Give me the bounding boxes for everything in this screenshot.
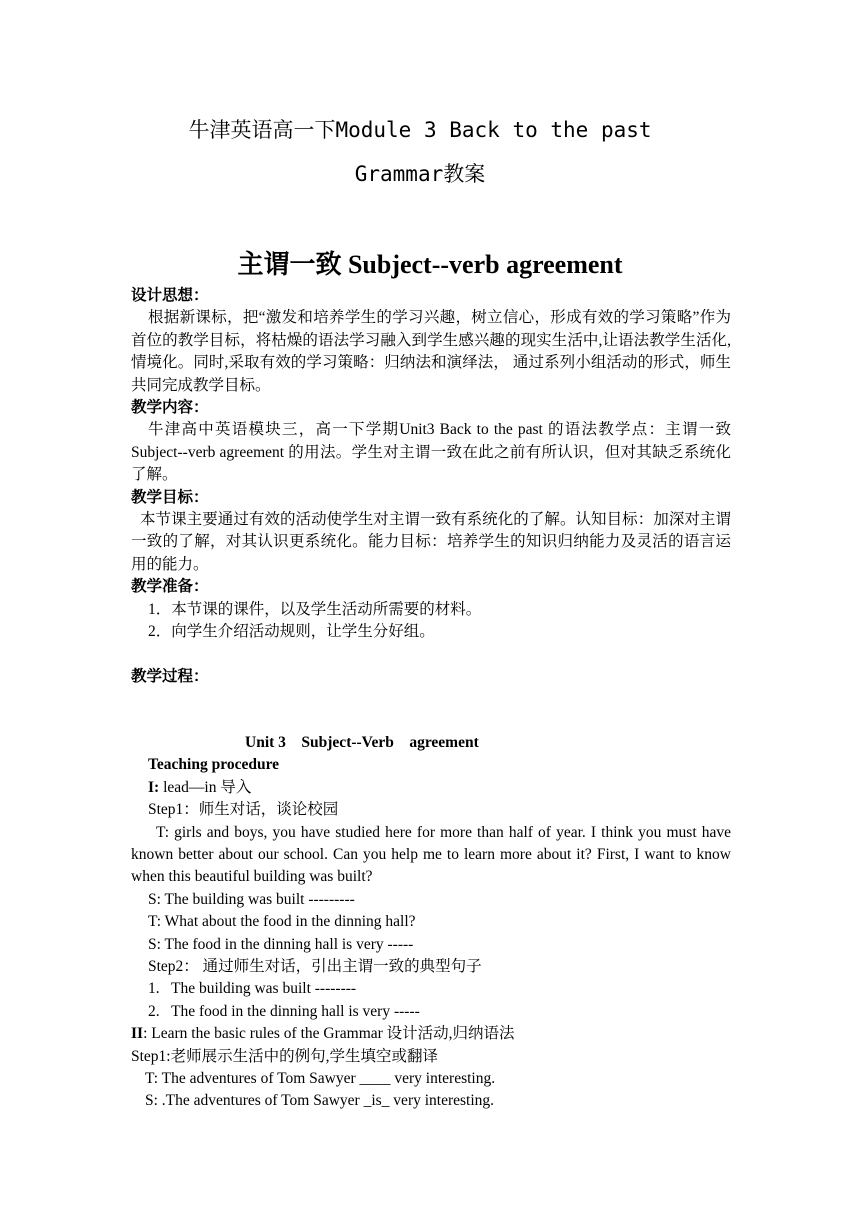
dialogue-line-2: T: What about the food in the dinning hall? <box>148 913 416 931</box>
dialogue-line-3: S: The food in the dinning hall is very ----- <box>148 935 414 953</box>
design-text: 根据新课标，把“激发和培养学生的学习兴趣，树立信心，形成有效的学习策略”作为首位的教学目标，将枯燥的语法学习融入到学生感兴趣的现实生活中,让语法教学生活化,情境化。同时,采取有效的学习策略：归纳法和演绎法， 通过系列小组活动的形式，师生共同完成教学目标。 <box>131 309 731 394</box>
spacer <box>131 644 731 666</box>
example-1: 1. The building was built -------- <box>148 980 357 998</box>
part2-line <box>131 1023 731 1045</box>
spacer <box>131 688 731 732</box>
step1-line: Step1：师生对话，谈论校园 <box>148 801 339 819</box>
procedure-heading: Teaching procedure <box>148 756 280 774</box>
prep-item-2: 2．向学生介绍活动规则，让学生分好组。 <box>148 623 435 641</box>
main-title: 主谓一致 Subject--verb agreement <box>237 250 623 279</box>
document-title-line2: Grammar教案 <box>354 162 486 186</box>
dialogue-line-1: S: The building was built --------- <box>148 890 355 908</box>
document-body <box>131 285 731 1113</box>
process-heading: 教学过程： <box>131 667 209 685</box>
example-2: 2. The food in the dinning hall is very ----- <box>148 1002 420 1020</box>
final-line-2: S: .The adventures of Tom Sawyer _is_ very interesting. <box>145 1092 495 1110</box>
document-title-line1: 牛津英语高一下Module 3 Back to the past <box>188 118 652 142</box>
prep-list <box>131 599 731 644</box>
goals-heading: 教学目标： <box>131 488 209 506</box>
step2-line: Step2： 通过师生对话，引出主谓一致的典型句子 <box>148 957 482 975</box>
step1b-line: Step1:老师展示生活中的例句,学生填空或翻译 <box>131 1047 438 1065</box>
content-heading: 教学内容： <box>131 399 209 417</box>
part2-label: II <box>131 1025 144 1043</box>
teacher-intro: T: girls and boys, you have studied here for more than half of year. I think you must have known better about our school. Can you help me to learn more about it? First, I want to know when this beautiful building was built? <box>131 823 731 886</box>
goals-text: 本节课主要通过有效的活动使学生对主谓一致有系统化的了解。认知目标：加深对主谓一致的了解，对其认识更系统化。能力目标：培养学生的知识归纳能力及灵活的语言运用的能力。 <box>131 511 731 573</box>
prep-item-1: 1．本节课的课件，以及学生活动所需要的材料。 <box>148 600 482 618</box>
unit-title: Unit 3 Subject--Verb agreement <box>245 733 479 751</box>
prep-heading: 教学准备： <box>131 578 209 596</box>
final-line-1: T: The adventures of Tom Sawyer ____ very interesting. <box>145 1070 496 1087</box>
content-text: 牛津高中英语模块三，高一下学期Unit3 Back to the past 的语法教学点：主谓一致 Subject--verb agreement 的用法。学生对主谓一致在此之前有所认识，但对其缺乏系统化了解。 <box>131 421 731 484</box>
part1-text: lead—in 导入 <box>159 778 252 796</box>
part1-label: I: <box>148 778 160 796</box>
part1-line <box>131 777 731 799</box>
design-heading: 设计思想： <box>131 287 209 304</box>
part2-text: : Learn the basic rules of the Grammar 设计活动,归纳语法 <box>143 1025 515 1043</box>
